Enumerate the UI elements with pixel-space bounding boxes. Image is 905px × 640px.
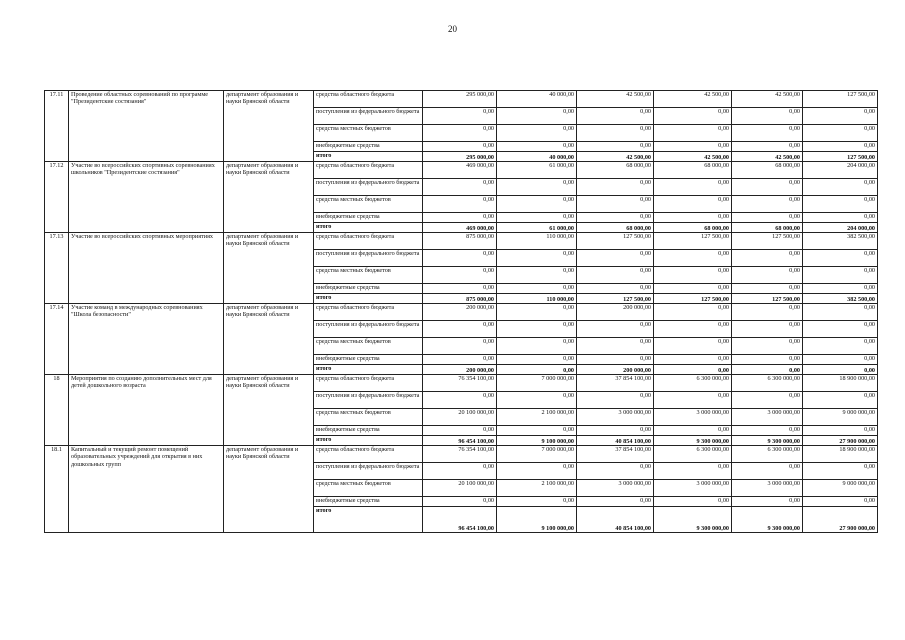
amount-cell: 2 100 000,00 (497, 409, 577, 426)
amount-cell: 3 000 000,00 (732, 480, 803, 497)
amount-cell: 42 500,00 (732, 152, 803, 162)
amount-cell: 0,00 (732, 392, 803, 409)
amount-cell: 0,00 (577, 355, 654, 365)
funding-source: средства местных бюджетов (314, 338, 423, 355)
amount-cell: 0,00 (803, 196, 878, 213)
funding-source: средства местных бюджетов (314, 409, 423, 426)
funding-source: средства областного бюджета (314, 233, 423, 250)
amount-cell: 0,00 (423, 426, 497, 436)
amount-cell: 0,00 (423, 250, 497, 267)
amount-cell: 0,00 (803, 426, 878, 436)
amount-cell: 0,00 (732, 365, 803, 375)
amount-cell: 0,00 (654, 196, 732, 213)
amount-cell: 0,00 (803, 108, 878, 125)
amount-cell: 68 000,00 (577, 223, 654, 233)
funding-source: итого (314, 152, 423, 162)
amount-cell: 0,00 (423, 338, 497, 355)
amount-cell: 0,00 (577, 213, 654, 223)
amount-cell: 0,00 (497, 213, 577, 223)
amount-cell: 0,00 (732, 213, 803, 223)
amount-cell: 0,00 (654, 321, 732, 338)
amount-cell: 0,00 (732, 196, 803, 213)
amount-cell: 0,00 (732, 250, 803, 267)
amount-cell: 9 100 000,00 (497, 507, 577, 533)
amount-cell: 42 500,00 (654, 152, 732, 162)
amount-cell: 0,00 (497, 125, 577, 142)
amount-cell: 76 354 100,00 (423, 375, 497, 392)
amount-cell: 3 000 000,00 (654, 409, 732, 426)
amount-cell: 0,00 (732, 426, 803, 436)
source-row (45, 375, 878, 392)
amount-cell: 0,00 (423, 179, 497, 196)
amount-cell: 0,00 (423, 142, 497, 152)
amount-cell: 0,00 (497, 426, 577, 436)
amount-cell: 0,00 (577, 284, 654, 294)
amount-cell: 0,00 (732, 108, 803, 125)
item-number: 17.11 (45, 91, 69, 162)
amount-cell: 27 900 000,00 (803, 507, 878, 533)
item-executor: департамент образования и науки Брянской области (224, 446, 314, 533)
amount-cell: 9 100 000,00 (497, 436, 577, 446)
source-row (45, 91, 878, 108)
funding-source: итого (314, 365, 423, 375)
item-executor: департамент образования и науки Брянской области (224, 162, 314, 233)
item-number: 17.12 (45, 162, 69, 233)
amount-cell: 110 000,00 (497, 294, 577, 304)
amount-cell: 3 000 000,00 (577, 409, 654, 426)
amount-cell: 0,00 (423, 108, 497, 125)
amount-cell: 0,00 (803, 321, 878, 338)
amount-cell: 20 100 000,00 (423, 409, 497, 426)
amount-cell: 0,00 (577, 426, 654, 436)
amount-cell: 42 500,00 (577, 152, 654, 162)
amount-cell: 9 000 000,00 (803, 480, 878, 497)
funding-source: поступления из федерального бюджета (314, 179, 423, 196)
amount-cell: 0,00 (803, 179, 878, 196)
amount-cell: 0,00 (497, 304, 577, 321)
amount-cell: 0,00 (803, 463, 878, 480)
amount-cell: 6 300 000,00 (654, 375, 732, 392)
amount-cell: 0,00 (497, 179, 577, 196)
amount-cell: 0,00 (803, 497, 878, 507)
amount-cell: 3 000 000,00 (732, 409, 803, 426)
amount-cell: 0,00 (577, 497, 654, 507)
amount-cell: 61 000,00 (497, 223, 577, 233)
funding-source: средства местных бюджетов (314, 196, 423, 213)
funding-source: поступления из федерального бюджета (314, 250, 423, 267)
amount-cell: 68 000,00 (732, 162, 803, 179)
item-executor: департамент образования и науки Брянской области (224, 304, 314, 375)
amount-cell: 204 000,00 (803, 223, 878, 233)
amount-cell: 6 300 000,00 (732, 446, 803, 463)
amount-cell: 295 000,00 (423, 91, 497, 108)
amount-cell: 0,00 (497, 321, 577, 338)
amount-cell: 0,00 (577, 250, 654, 267)
amount-cell: 0,00 (803, 338, 878, 355)
amount-cell: 0,00 (732, 284, 803, 294)
item-name: Проведение областных соревнований по программе "Президентские состязания" (69, 91, 224, 162)
amount-cell: 200 000,00 (423, 304, 497, 321)
amount-cell: 0,00 (803, 355, 878, 365)
funding-source: средства местных бюджетов (314, 480, 423, 497)
page-number: 20 (448, 24, 457, 34)
amount-cell: 0,00 (577, 125, 654, 142)
amount-cell: 0,00 (803, 213, 878, 223)
amount-cell: 0,00 (577, 463, 654, 480)
amount-cell: 0,00 (803, 125, 878, 142)
amount-cell: 7 000 000,00 (497, 446, 577, 463)
amount-cell: 0,00 (654, 284, 732, 294)
amount-cell: 68 000,00 (732, 223, 803, 233)
amount-cell: 875 000,00 (423, 233, 497, 250)
amount-cell: 96 454 100,00 (423, 436, 497, 446)
amount-cell: 0,00 (654, 179, 732, 196)
amount-cell: 0,00 (423, 463, 497, 480)
amount-cell: 61 000,00 (497, 162, 577, 179)
funding-source: поступления из федерального бюджета (314, 321, 423, 338)
amount-cell: 96 454 100,00 (423, 507, 497, 533)
funding-source: средства областного бюджета (314, 375, 423, 392)
amount-cell: 37 854 100,00 (577, 446, 654, 463)
amount-cell: 0,00 (497, 142, 577, 152)
amount-cell: 0,00 (423, 392, 497, 409)
amount-cell: 0,00 (654, 392, 732, 409)
amount-cell: 9 300 000,00 (654, 507, 732, 533)
amount-cell: 0,00 (577, 392, 654, 409)
amount-cell: 0,00 (732, 497, 803, 507)
funding-source: итого (314, 223, 423, 233)
amount-cell: 0,00 (423, 213, 497, 223)
funding-source: итого (314, 436, 423, 446)
amount-cell: 0,00 (497, 108, 577, 125)
amount-cell: 0,00 (654, 355, 732, 365)
funding-source: средства областного бюджета (314, 162, 423, 179)
amount-cell: 20 100 000,00 (423, 480, 497, 497)
amount-cell: 0,00 (423, 321, 497, 338)
amount-cell: 18 900 000,00 (803, 375, 878, 392)
amount-cell: 0,00 (423, 497, 497, 507)
amount-cell: 0,00 (497, 267, 577, 284)
amount-cell: 9 300 000,00 (654, 436, 732, 446)
item-number: 17.14 (45, 304, 69, 375)
amount-cell: 382 500,00 (803, 233, 878, 250)
amount-cell: 200 000,00 (423, 365, 497, 375)
amount-cell: 9 300 000,00 (732, 507, 803, 533)
amount-cell: 0,00 (732, 304, 803, 321)
amount-cell: 68 000,00 (654, 162, 732, 179)
amount-cell: 0,00 (577, 179, 654, 196)
amount-cell: 3 000 000,00 (654, 480, 732, 497)
funding-source: внебюджетные средства (314, 284, 423, 294)
amount-cell: 68 000,00 (577, 162, 654, 179)
funding-source: поступления из федерального бюджета (314, 463, 423, 480)
amount-cell: 0,00 (497, 355, 577, 365)
amount-cell: 27 900 000,00 (803, 436, 878, 446)
amount-cell: 0,00 (577, 267, 654, 284)
amount-cell: 9 300 000,00 (732, 436, 803, 446)
item-name: Участие во всероссийских спортивных мероприятиях (69, 233, 224, 304)
funding-source: внебюджетные средства (314, 497, 423, 507)
amount-cell: 0,00 (732, 125, 803, 142)
item-name: Участие команд в международных соревнованиях "Школа безопасности" (69, 304, 224, 375)
amount-cell: 382 500,00 (803, 294, 878, 304)
amount-cell: 204 000,00 (803, 162, 878, 179)
item-name: Участие во всероссийских спортивных соревнованиях школьников "Президентские состязания" (69, 162, 224, 233)
amount-cell: 127 500,00 (577, 294, 654, 304)
amount-cell: 0,00 (497, 365, 577, 375)
amount-cell: 0,00 (803, 250, 878, 267)
amount-cell: 40 854 100,00 (577, 436, 654, 446)
amount-cell: 6 300 000,00 (732, 375, 803, 392)
item-name: Мероприятия по созданию дополнительных мест для детей дошкольного возраста (69, 375, 224, 446)
amount-cell: 0,00 (497, 196, 577, 213)
funding-source: средства областного бюджета (314, 446, 423, 463)
amount-cell: 0,00 (732, 355, 803, 365)
amount-cell: 18 900 000,00 (803, 446, 878, 463)
funding-source: поступления из федерального бюджета (314, 392, 423, 409)
amount-cell: 0,00 (654, 338, 732, 355)
amount-cell: 0,00 (732, 142, 803, 152)
item-name: Капитальный и текущий ремонт помещений образовательных учреждений для открытия в них дошкольных групп (69, 446, 224, 533)
amount-cell: 0,00 (577, 142, 654, 152)
amount-cell: 127 500,00 (803, 91, 878, 108)
amount-cell: 110 000,00 (497, 233, 577, 250)
amount-cell: 0,00 (732, 267, 803, 284)
amount-cell: 0,00 (497, 250, 577, 267)
amount-cell: 0,00 (654, 463, 732, 480)
funding-source: средства местных бюджетов (314, 125, 423, 142)
amount-cell: 7 000 000,00 (497, 375, 577, 392)
funding-source: средства местных бюджетов (314, 267, 423, 284)
amount-cell: 0,00 (732, 179, 803, 196)
amount-cell: 0,00 (654, 142, 732, 152)
amount-cell: 0,00 (497, 497, 577, 507)
funding-source: внебюджетные средства (314, 142, 423, 152)
amount-cell: 200 000,00 (577, 365, 654, 375)
amount-cell: 76 354 100,00 (423, 446, 497, 463)
funding-source: внебюджетные средства (314, 426, 423, 436)
amount-cell: 0,00 (423, 125, 497, 142)
amount-cell: 295 000,00 (423, 152, 497, 162)
amount-cell: 0,00 (803, 284, 878, 294)
amount-cell: 0,00 (423, 355, 497, 365)
amount-cell: 42 500,00 (654, 91, 732, 108)
item-executor: департамент образования и науки Брянской области (224, 91, 314, 162)
amount-cell: 0,00 (654, 426, 732, 436)
source-row (45, 162, 878, 179)
item-number: 17.13 (45, 233, 69, 304)
amount-cell: 0,00 (577, 196, 654, 213)
amount-cell: 200 000,00 (577, 304, 654, 321)
amount-cell: 6 300 000,00 (654, 446, 732, 463)
amount-cell: 127 500,00 (732, 294, 803, 304)
funding-source: поступления из федерального бюджета (314, 108, 423, 125)
funding-source: итого (314, 294, 423, 304)
amount-cell: 127 500,00 (732, 233, 803, 250)
amount-cell: 0,00 (654, 125, 732, 142)
source-row (45, 304, 878, 321)
amount-cell: 0,00 (732, 338, 803, 355)
budget-table (44, 90, 878, 533)
amount-cell: 0,00 (654, 213, 732, 223)
amount-cell: 0,00 (654, 267, 732, 284)
source-row (45, 446, 878, 463)
amount-cell: 0,00 (732, 463, 803, 480)
amount-cell: 37 854 100,00 (577, 375, 654, 392)
amount-cell: 0,00 (803, 267, 878, 284)
amount-cell: 127 500,00 (577, 233, 654, 250)
amount-cell: 0,00 (577, 338, 654, 355)
amount-cell: 9 000 000,00 (803, 409, 878, 426)
amount-cell: 0,00 (423, 196, 497, 213)
amount-cell: 0,00 (577, 321, 654, 338)
amount-cell: 3 000 000,00 (577, 480, 654, 497)
amount-cell: 40 000,00 (497, 91, 577, 108)
amount-cell: 0,00 (497, 463, 577, 480)
amount-cell: 0,00 (423, 284, 497, 294)
funding-source: средства областного бюджета (314, 91, 423, 108)
amount-cell: 0,00 (654, 304, 732, 321)
amount-cell: 0,00 (803, 142, 878, 152)
amount-cell: 127 500,00 (803, 152, 878, 162)
amount-cell: 0,00 (803, 392, 878, 409)
amount-cell: 0,00 (803, 304, 878, 321)
amount-cell: 0,00 (654, 250, 732, 267)
amount-cell: 127 500,00 (654, 294, 732, 304)
funding-source: внебюджетные средства (314, 355, 423, 365)
funding-source: средства областного бюджета (314, 304, 423, 321)
item-number: 18 (45, 375, 69, 446)
amount-cell: 42 500,00 (732, 91, 803, 108)
amount-cell: 2 100 000,00 (497, 480, 577, 497)
amount-cell: 0,00 (654, 497, 732, 507)
amount-cell: 469 000,00 (423, 223, 497, 233)
amount-cell: 0,00 (497, 338, 577, 355)
amount-cell: 0,00 (577, 108, 654, 125)
amount-cell: 0,00 (497, 392, 577, 409)
funding-source: итого (314, 507, 423, 533)
amount-cell: 0,00 (803, 365, 878, 375)
funding-source: внебюджетные средства (314, 213, 423, 223)
amount-cell: 127 500,00 (654, 233, 732, 250)
item-executor: департамент образования и науки Брянской области (224, 375, 314, 446)
amount-cell: 0,00 (423, 267, 497, 284)
source-row (45, 233, 878, 250)
amount-cell: 469 000,00 (423, 162, 497, 179)
amount-cell: 42 500,00 (577, 91, 654, 108)
amount-cell: 40 000,00 (497, 152, 577, 162)
amount-cell: 40 854 100,00 (577, 507, 654, 533)
item-executor: департамент образования и науки Брянской области (224, 233, 314, 304)
amount-cell: 875 000,00 (423, 294, 497, 304)
amount-cell: 0,00 (654, 108, 732, 125)
amount-cell: 68 000,00 (654, 223, 732, 233)
amount-cell: 0,00 (497, 284, 577, 294)
item-number: 18.1 (45, 446, 69, 533)
amount-cell: 0,00 (732, 321, 803, 338)
amount-cell: 0,00 (654, 365, 732, 375)
